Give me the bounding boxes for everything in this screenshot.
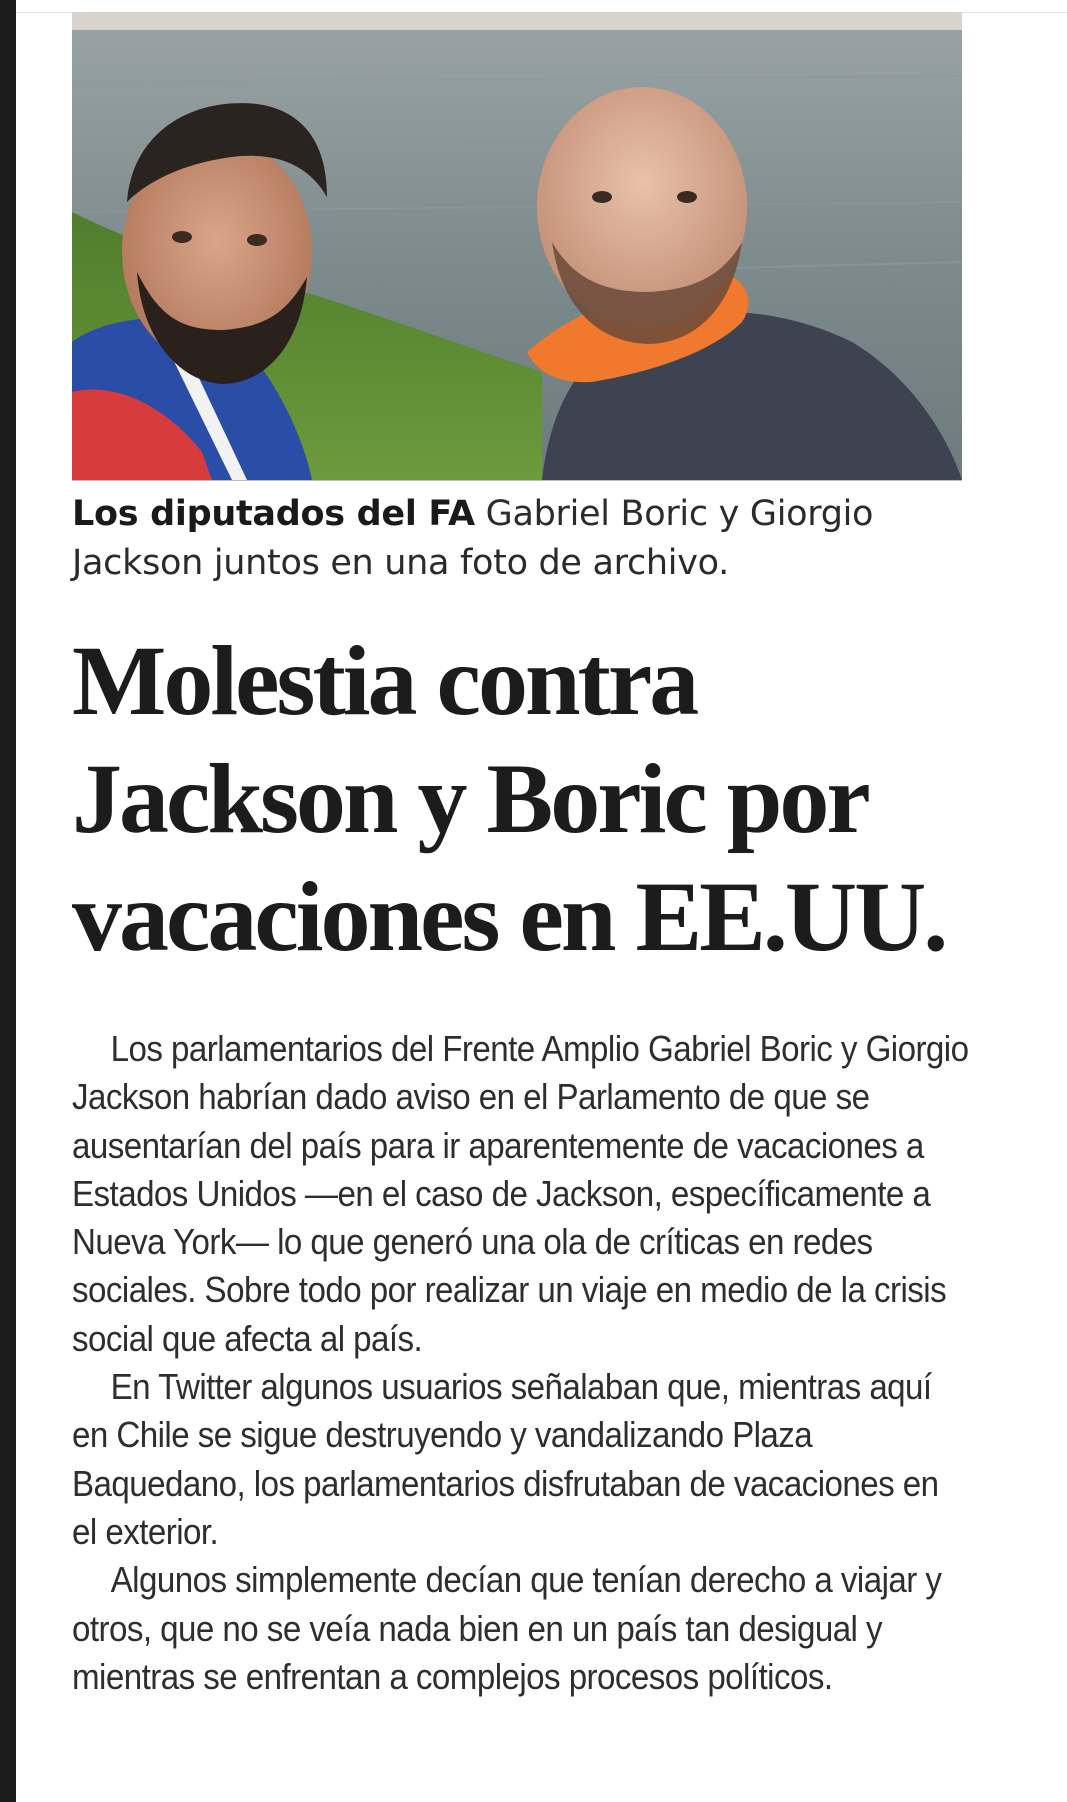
page-left-edge [0, 0, 16, 1802]
caption-lead: Los diputados del FA [72, 494, 475, 534]
article-headline: Molestia contra Jackson y Boric por vacaciones en EE.UU. [72, 625, 946, 972]
body-paragraph: Los parlamentarios del Frente Amplio Gabriel Boric y Giorgio Jackson habrían dado aviso en el Parlamento de que se ausentarían del país para ir aparentemente de vacaciones a Estados Unidos —en el caso de Jackson, específicamente a Nueva York— lo que generó una ola de críticas en redes sociales. Sobre todo por realizar un viaje en medio de la crisis social que afecta al país. [72, 1028, 969, 1359]
article-photo [72, 12, 962, 481]
body-paragraph: Algunos simplemente decían que tenían derecho a viajar y otros, que no se veía nada bien en un país tan desigual y mientras se enfrentan a complejos procesos políticos. [72, 1559, 942, 1697]
body-paragraph: En Twitter algunos usuarios señalaban que, mientras aquí en Chile se sigue destruyendo y vandalizando Plaza Baquedano, los parlamentarios disfrutaban de vacaciones en el exterior. [72, 1366, 939, 1552]
photo-caption [72, 490, 972, 588]
article-body [72, 1025, 972, 1701]
caption-text: Gabriel Boric y Giorgio Jackson juntos en una foto de archivo. [72, 494, 874, 583]
